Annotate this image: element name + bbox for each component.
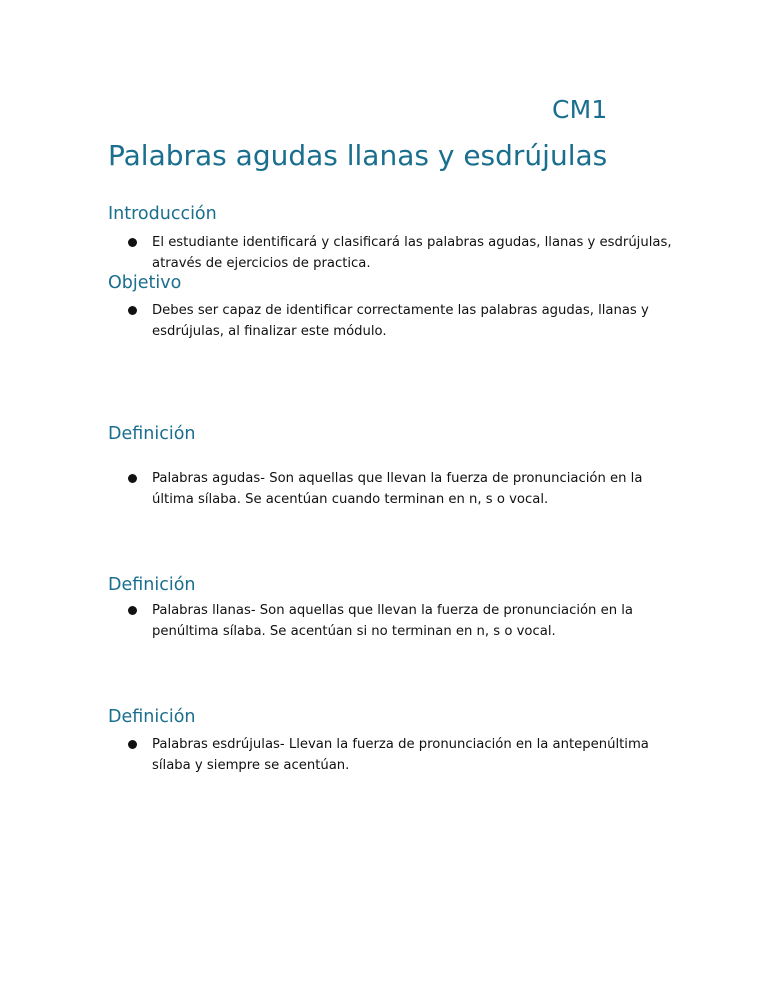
section-heading-objetivo: Objetivo <box>108 273 182 293</box>
bullet-text: El estudiante identificará y clasificará las palabras agudas, llanas y esdrújulas, através de ejercicios de practica. <box>152 235 672 271</box>
section-heading-definicion-esdrujulas: Definición <box>108 707 196 727</box>
bullet-item <box>128 734 688 776</box>
section-heading-definicion-llanas: Definición <box>108 575 196 595</box>
bullet-text: Debes ser capaz de identificar correctamente las palabras agudas, llanas y esdrújulas, al finalizar este módulo. <box>152 303 649 339</box>
bullet-dot-icon <box>128 238 137 247</box>
bullet-item <box>128 232 688 274</box>
bullet-item <box>128 600 688 642</box>
bullet-dot-icon <box>128 606 137 615</box>
bullet-dot-icon <box>128 306 137 315</box>
bullet-item <box>128 468 688 510</box>
bullet-text: Palabras llanas- Son aquellas que llevan la fuerza de pronunciación en la penúltima sílaba. Se acentúan si no terminan en n, s o vocal. <box>152 603 634 639</box>
bullet-text: Palabras agudas- Son aquellas que llevan la fuerza de pronunciación en la última sílaba. Se acentúan cuando terminan en n, s o vocal. <box>152 471 643 507</box>
bullet-dot-icon <box>128 740 137 749</box>
page-title: Palabras agudas llanas y esdrújulas <box>108 139 608 172</box>
document-code: CM1 <box>552 95 608 124</box>
bullet-text: Palabras esdrújulas- Llevan la fuerza de pronunciación en la antepenúltima sílaba y siempre se acentúan. <box>152 737 649 773</box>
bullet-dot-icon <box>128 474 137 483</box>
bullet-item <box>128 300 688 342</box>
section-heading-introduccion: Introducción <box>108 204 217 224</box>
section-heading-definicion-agudas: Definición <box>108 424 196 444</box>
